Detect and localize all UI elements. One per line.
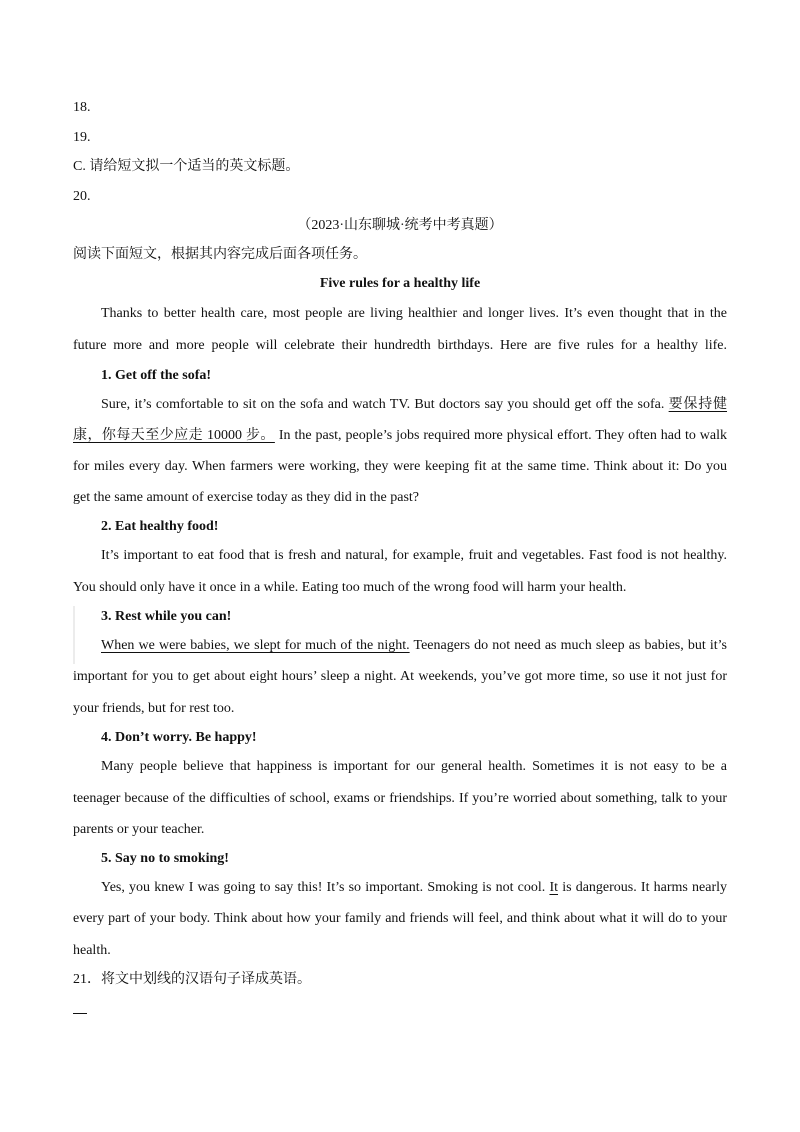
answer-blank-line	[73, 1013, 87, 1014]
rule-1-line-2-text: In the past, people’s jobs required more physical effort. They often had to walk	[278, 428, 728, 443]
margin-mark	[73, 606, 75, 664]
question-21-prompt: 21．将文中划线的汉语句子译成英语。	[73, 972, 311, 987]
rule-3-line-1-text: Teenagers do not need as much sleep as babies, but it’s	[413, 638, 727, 653]
rule-4-line-3: parents or your teacher.	[73, 822, 205, 837]
rule-1-line-4: get the same amount of exercise today as they did in the past?	[73, 490, 420, 505]
section-c-instruction: C. 请给短文拟一个适当的英文标题。	[73, 159, 300, 174]
question-20-number: 20.	[73, 189, 91, 204]
rule-3-line-3: your friends, but for rest too.	[73, 701, 235, 716]
rule-5-heading: 5. Say no to smoking!	[101, 851, 229, 866]
rule-1-heading: 1. Get off the sofa!	[101, 368, 212, 383]
rule-1-line-2	[73, 426, 727, 446]
rule-2-heading: 2. Eat healthy food!	[101, 519, 219, 534]
rule-5-line-1-text-a: Yes, you knew I was going to say this! It’s so important. Smoking is not cool.	[101, 880, 546, 895]
rule-4-heading: 4. Don’t worry. Be happy!	[101, 730, 257, 745]
rule-2-line-2: You should only have it once in a while. Eating too much of the wrong food will harm your health.	[73, 580, 627, 595]
intro-line-1: Thanks to better health care, most people are living healthier and longer lives. It’s even thought that in the	[101, 306, 727, 321]
rule-4-line-1: Many people believe that happiness is important for our general health. Sometimes it is not easy to be a	[101, 759, 727, 774]
rule-3-heading: 3. Rest while you can!	[101, 609, 232, 624]
underlined-chinese-sentence-part-2: 康，你每天至少应走 10000 步。	[73, 428, 275, 443]
rule-5-line-1	[101, 878, 727, 898]
intro-line-2: future more and more people will celebrate their hundredth birthdays. Here are five rules for a healthy life.	[73, 338, 727, 353]
rule-5-line-2: every part of your body. Think about how your family and friends will feel, and think about what it will do to your	[73, 911, 727, 926]
passage-title: Five rules for a healthy life	[319, 276, 481, 291]
exam-source: （2023·山东聊城·统考中考真题）	[297, 218, 503, 233]
rule-3-line-2: important for you to get about eight hours’ sleep a night. At weekends, you’ve got more time, so use it not just for	[73, 669, 727, 684]
question-19-number: 19.	[73, 130, 91, 145]
rule-1-line-1-text: Sure, it’s comfortable to sit on the sofa and watch TV. But doctors say you should get off the sofa.	[101, 397, 665, 412]
rule-5-line-1-text-b: is dangerous. It harms nearly	[562, 880, 728, 895]
rule-2-line-1: It’s important to eat food that is fresh and natural, for example, fruit and vegetables. Fast food is not healthy.	[101, 548, 727, 563]
rule-5-line-3: health.	[73, 943, 111, 958]
underlined-word-it: It	[549, 880, 559, 895]
rule-1-line-3: for miles every day. When farmers were working, they were keeping fit at the same time. Think about it: Do you	[73, 459, 727, 474]
rule-4-line-2: teenager because of the difficulties of school, exams or friendships. If you’re worried about something, talk to your	[73, 791, 727, 806]
question-18-number: 18.	[73, 100, 91, 115]
underlined-english-sentence: When we were babies, we slept for much of the night.	[101, 638, 410, 653]
reading-instruction: 阅读下面短文，根据其内容完成后面各项任务。	[73, 247, 367, 262]
underlined-chinese-sentence-part-1: 要保持健	[668, 397, 728, 412]
rule-3-line-1	[101, 636, 727, 656]
rule-1-line-1	[101, 395, 727, 415]
